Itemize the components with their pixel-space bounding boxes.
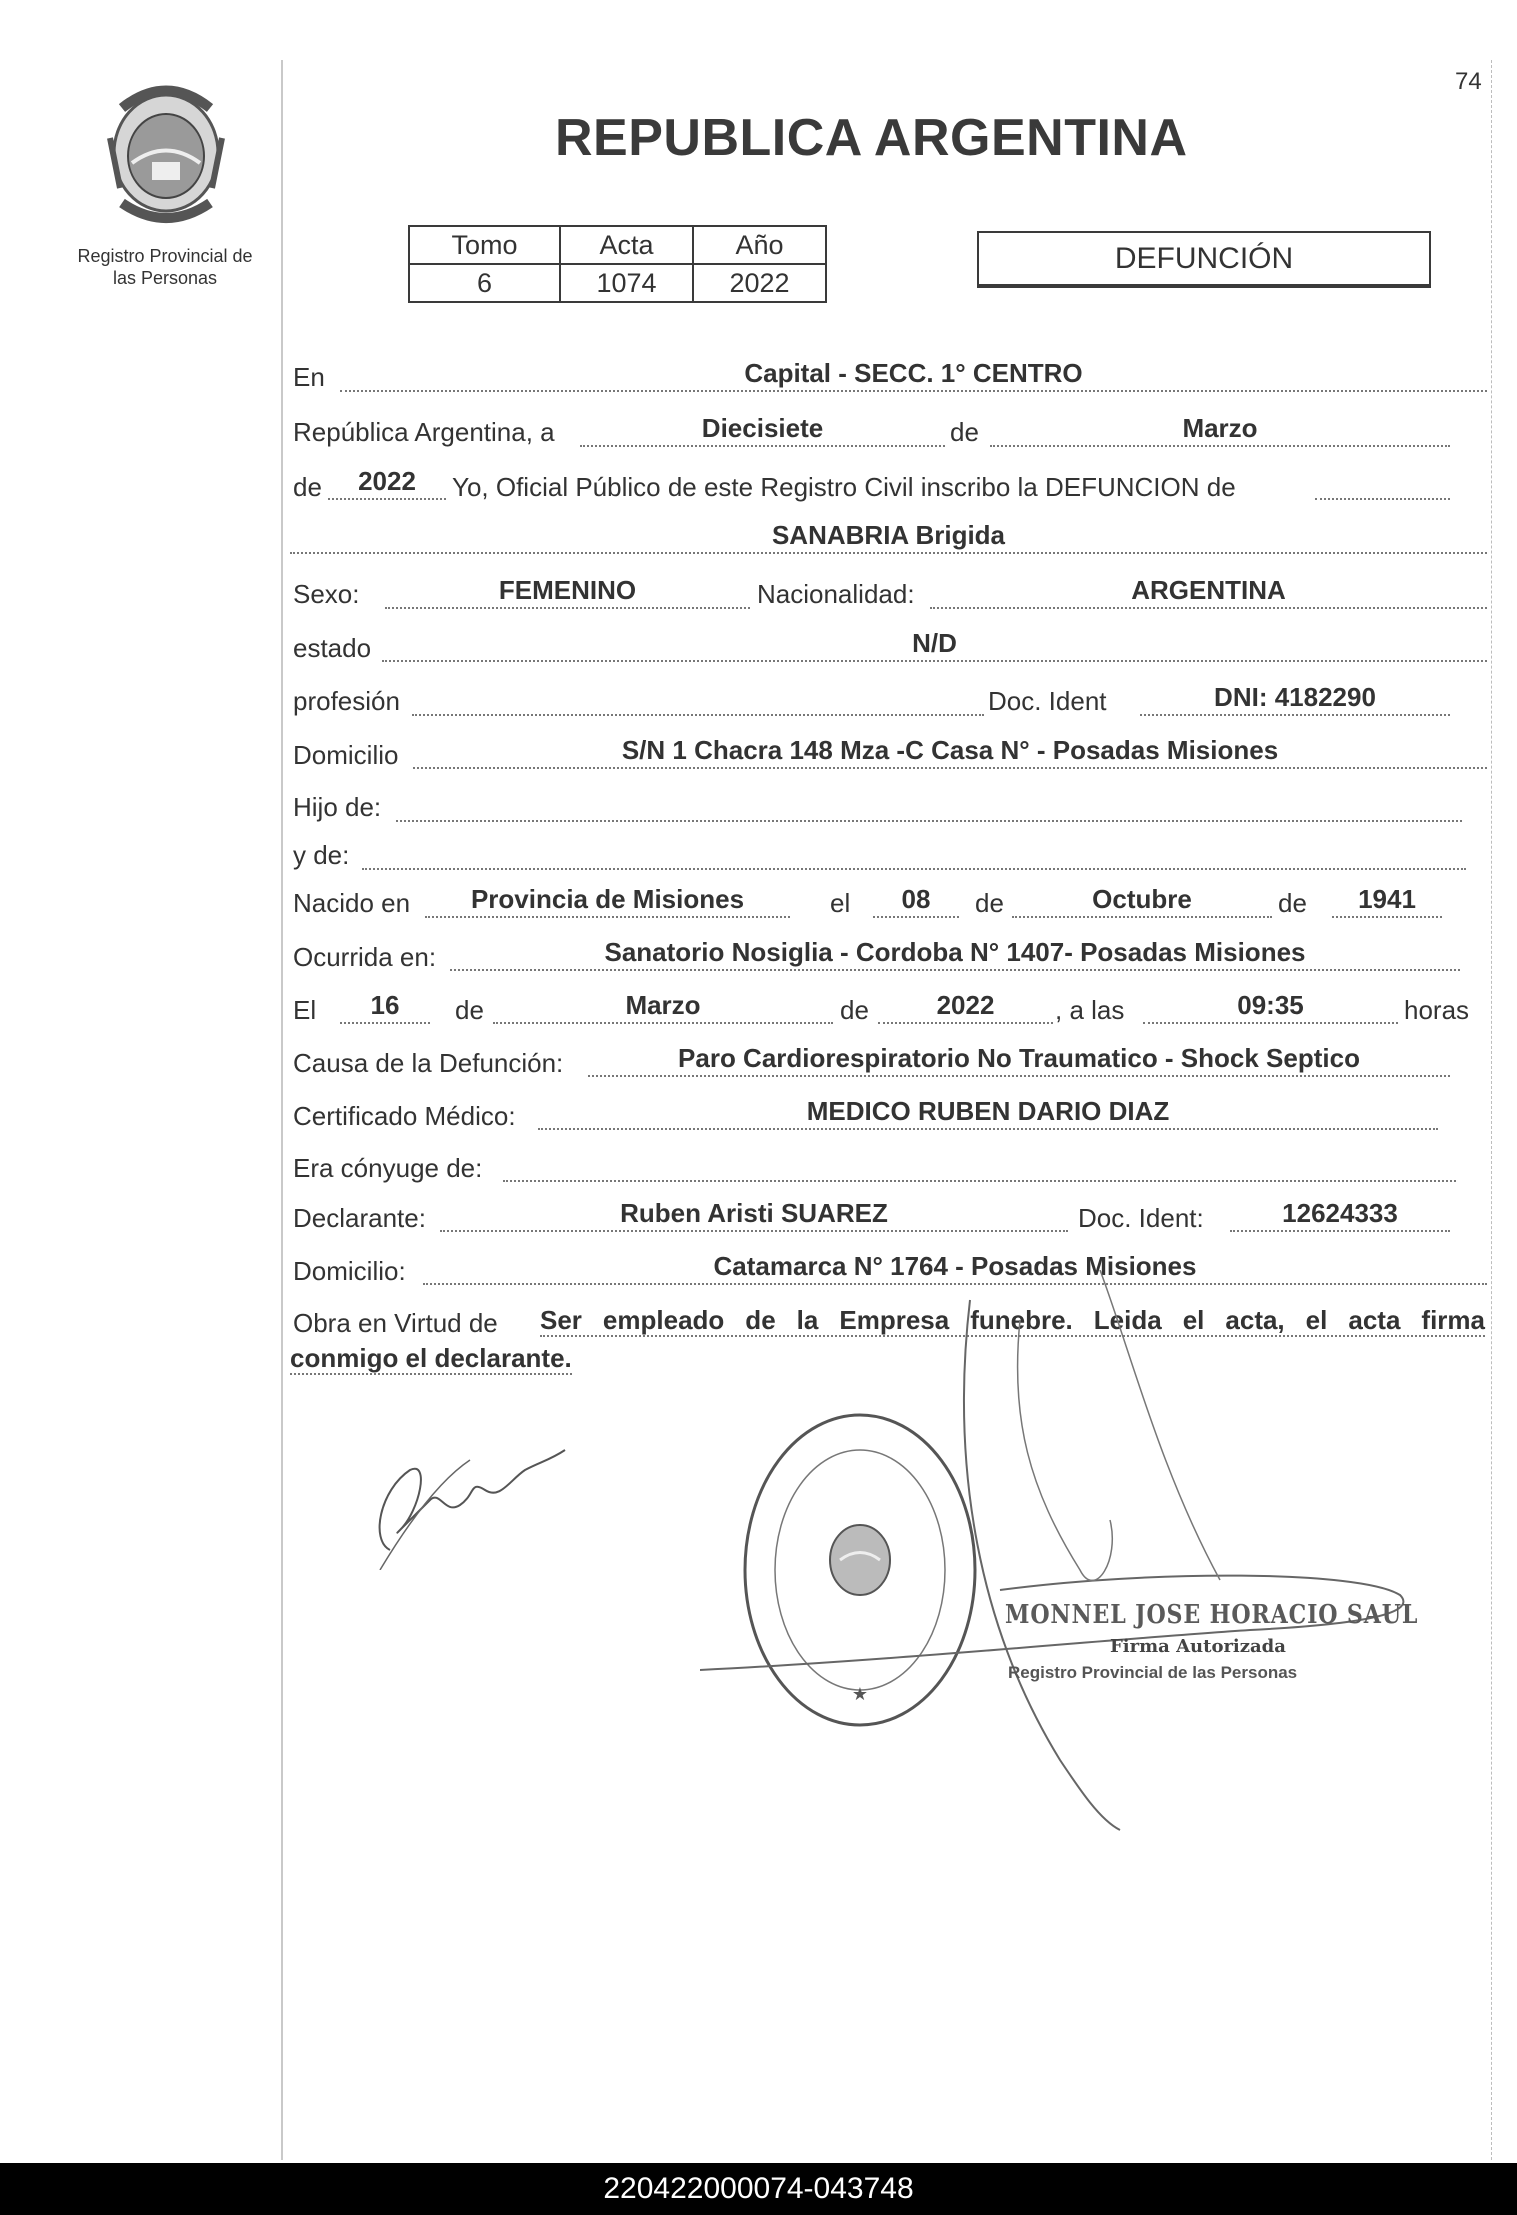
label-declarante: Declarante: (293, 1203, 426, 1233)
right-margin-rule (1491, 60, 1492, 2160)
official-role: Firma Autorizada (1110, 1636, 1286, 1657)
declarant-address-field: Catamarca N° 1764 - Posadas Misiones (423, 1251, 1487, 1285)
registry-label-line1: Registro Provincial de (77, 246, 253, 266)
death-day-field: 16 (340, 990, 430, 1024)
anio-header: Año (693, 226, 826, 264)
declarant-doc-field: 12624333 (1230, 1198, 1450, 1232)
sex-field: FEMENINO (385, 575, 750, 609)
birth-place-field: Provincia de Misiones (425, 884, 790, 918)
year-field: 2022 (328, 466, 446, 500)
death-place-field: Sanatorio Nosiglia - Cordoba N° 1407- Posadas Misiones (450, 937, 1460, 971)
address-field: S/N 1 Chacra 148 Mza -C Casa N° - Posadas Misiones (413, 735, 1487, 769)
anio-value: 2022 (693, 264, 826, 302)
label-certificado: Certificado Médico: (293, 1101, 516, 1131)
label-de-month: de (950, 417, 979, 447)
page-title: REPUBLICA ARGENTINA (555, 109, 1188, 167)
official-name: MONNEL JOSE HORACIO SAUL (1005, 1600, 1419, 1630)
doc-id-field: DNI: 4182290 (1140, 682, 1450, 716)
registry-label-line2: las Personas (112, 268, 218, 288)
table-header-row (409, 226, 826, 264)
table-row (409, 264, 826, 302)
svg-text:★: ★ (851, 1684, 869, 1705)
official-signature (700, 1270, 1420, 1850)
label-doc-ident: Doc. Ident (988, 686, 1107, 716)
left-margin-rule (281, 60, 283, 2160)
label-obra: Obra en Virtud de (293, 1308, 498, 1338)
label-estado: estado (293, 633, 372, 663)
label-domicilio: Domicilio (293, 740, 399, 770)
label-sexo: Sexo: (293, 579, 360, 609)
father-field (396, 788, 1462, 822)
label-conyuge: Era cónyuge de: (293, 1153, 483, 1183)
label-a-las: , a las (1055, 995, 1125, 1025)
label-el-death: El (293, 995, 317, 1025)
cause-field: Paro Cardiorespiratorio No Traumatico - Shock Septico (588, 1043, 1450, 1077)
tomo-value: 6 (409, 264, 560, 302)
label-horas: horas (1404, 995, 1470, 1025)
death-month-field: Marzo (493, 990, 833, 1024)
label-ocurrida-en: Ocurrida en: (293, 942, 437, 972)
obra-text-line2: conmigo el declarante. (290, 1343, 572, 1373)
label-en: En (293, 362, 325, 392)
page-number: 74 (1455, 68, 1482, 95)
civil-status-field: N/D (382, 628, 1487, 662)
label-y-de: y de: (293, 840, 350, 870)
declarant-signature (350, 1420, 570, 1570)
label-de-birth-month: de (975, 888, 1004, 918)
place-field: Capital - SECC. 1° CENTRO (340, 358, 1487, 392)
death-time-field: 09:35 (1143, 990, 1398, 1024)
month-text-field: Marzo (990, 413, 1450, 447)
label-el: el (830, 888, 851, 918)
label-domicilio-declarant: Domicilio: (293, 1256, 406, 1286)
footer-code-bar (0, 2163, 1517, 2215)
profession-field (412, 682, 984, 716)
day-text-field: Diecisiete (580, 413, 945, 447)
label-doc-ident-declarant: Doc. Ident: (1078, 1203, 1204, 1233)
document-type-box: DEFUNCIÓN (977, 231, 1431, 288)
registry-label (60, 245, 270, 289)
death-year-field: 2022 (878, 990, 1053, 1024)
tomo-header: Tomo (409, 226, 560, 264)
birth-month-field: Octubre (1012, 884, 1272, 918)
label-hijo-de: Hijo de: (293, 792, 382, 822)
deceased-name-field: SANABRIA Brigida (290, 520, 1487, 554)
spouse-field (503, 1148, 1456, 1182)
record-number-table (408, 225, 827, 303)
medical-certificate-field: MEDICO RUBEN DARIO DIAZ (538, 1096, 1438, 1130)
acta-header: Acta (560, 226, 693, 264)
declarant-field: Ruben Aristi SUAREZ (440, 1198, 1068, 1232)
nationality-field: ARGENTINA (930, 575, 1487, 609)
label-de-death-month: de (455, 995, 484, 1025)
provincial-seal-emblem (92, 78, 240, 228)
official-registry: Registro Provincial de las Personas (1008, 1663, 1298, 1682)
obra-text-line1: Ser empleado de la Empresa funebre. Leida el acta, el acta firma (540, 1305, 1485, 1335)
acta-value: 1074 (560, 264, 693, 302)
label-nacido-en: Nacido en (293, 888, 411, 918)
label-republica: República Argentina, a (293, 417, 555, 447)
label-nacionalidad: Nacionalidad: (757, 579, 915, 609)
label-de-birth-year: de (1278, 888, 1307, 918)
label-de-year: de (293, 472, 322, 502)
label-profesion: profesión (293, 686, 400, 716)
label-yo-oficial: Yo, Oficial Público de este Registro Civil inscribo la DEFUNCION de (452, 472, 1236, 502)
label-de-death-year: de (840, 995, 869, 1025)
birth-day-field: 08 (873, 884, 959, 918)
footer-code: 220422000074-043748 (603, 2172, 914, 2205)
birth-year-field: 1941 (1332, 884, 1442, 918)
mother-field (362, 836, 1466, 870)
label-causa: Causa de la Defunción: (293, 1048, 564, 1078)
name-continuation-field (1315, 466, 1450, 500)
